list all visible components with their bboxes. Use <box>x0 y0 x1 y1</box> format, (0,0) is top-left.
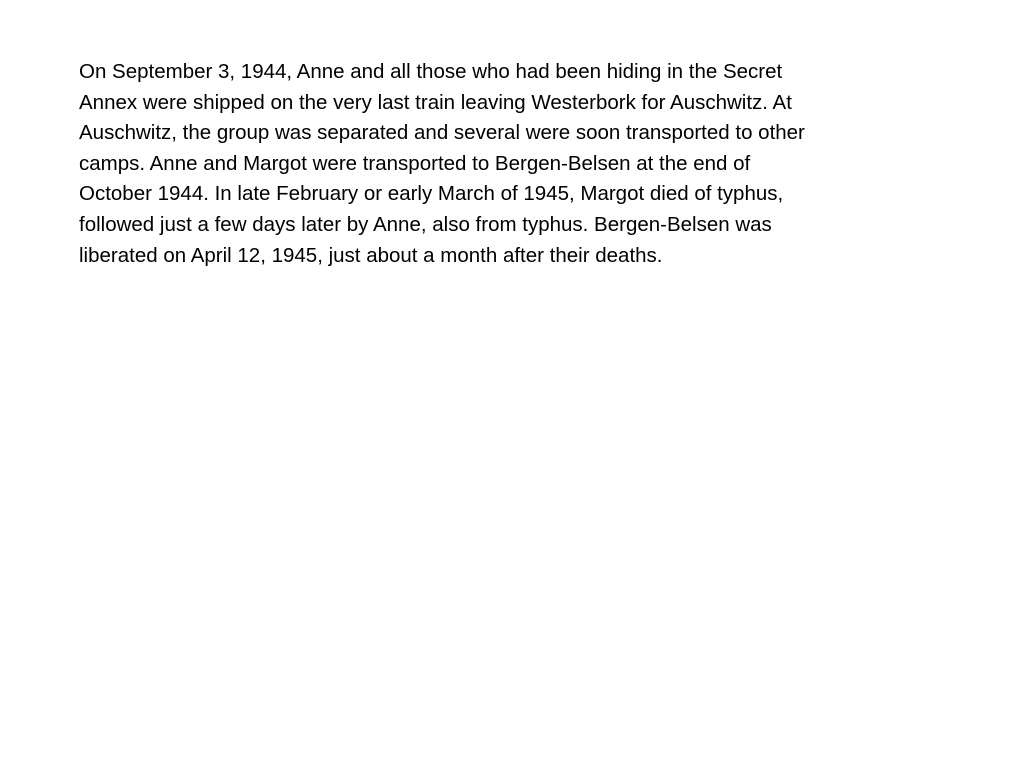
body-line: liberated on April 12, 1945, just about a month after their deaths. <box>79 243 663 267</box>
body-line: camps. Anne and Margot were transported to Bergen-Belsen at the end of <box>79 151 751 175</box>
body-paragraph <box>79 57 929 271</box>
body-line: October 1944. In late February or early March of 1945, Margot died of typhus, <box>79 182 784 206</box>
body-line: On September 3, 1944, Anne and all those who had been hiding in the Secret <box>79 60 783 83</box>
body-line: Annex were shipped on the very last train leaving Westerbork for Auschwitz. At <box>79 90 792 114</box>
body-line: followed just a few days later by Anne, also from typhus. Bergen-Belsen was <box>79 212 772 236</box>
body-line: Auschwitz, the group was separated and several were soon transported to other <box>79 121 805 145</box>
